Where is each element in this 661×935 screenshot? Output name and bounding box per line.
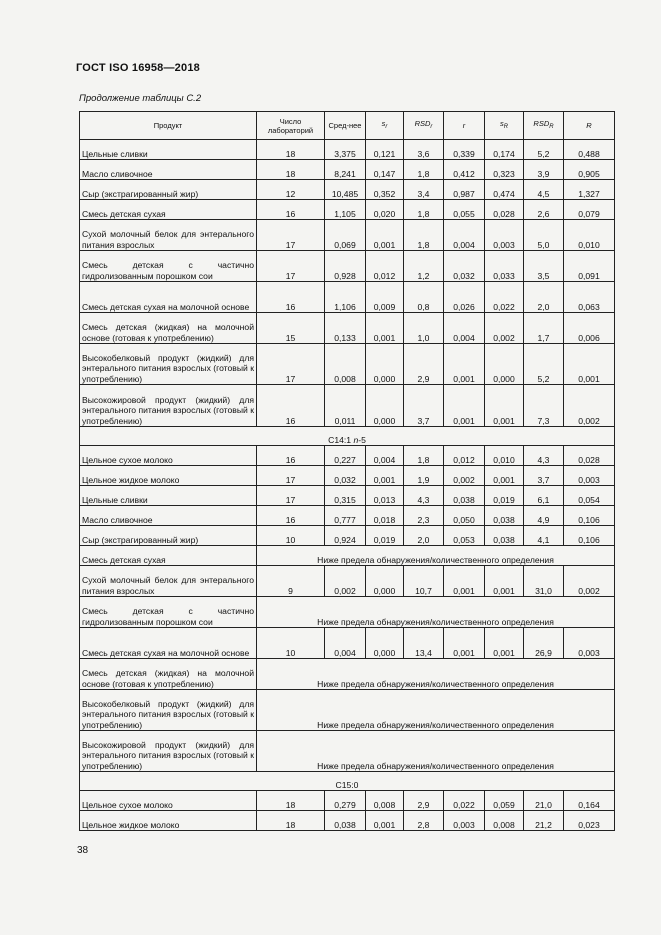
section-row xyxy=(80,427,615,446)
product-name: Цельные сливки xyxy=(82,148,148,159)
header-row xyxy=(80,112,615,140)
value-cell-mean: 0,133 xyxy=(325,313,366,344)
product-cell xyxy=(80,220,257,251)
value-cell-sR: 0,038 xyxy=(485,526,524,546)
value-cell-mean: 0,928 xyxy=(325,251,366,282)
value-cell-rsdr: 3,4 xyxy=(404,180,444,200)
value-cell-sR: 0,001 xyxy=(485,628,524,659)
product-name: Высокожировой продукт (жидкий) для энтерального питания взрослых (готовый к употреблению) xyxy=(82,394,254,426)
table-caption: Продолжение таблицы С.2 xyxy=(79,93,202,104)
value-cell-r: 0,412 xyxy=(444,160,485,180)
below-detection-note: Ниже предела обнаружения/количественного определения xyxy=(257,546,615,566)
value-cell-sR: 0,001 xyxy=(485,385,524,427)
column-header-label: Число лабораторий xyxy=(267,116,314,135)
column-header-product xyxy=(80,112,257,140)
value-cell-labs: 18 xyxy=(257,811,325,831)
column-header-label: RSD xyxy=(533,119,550,128)
value-cell-mean: 10,485 xyxy=(325,180,366,200)
value-cell-rsdr: 13,4 xyxy=(404,628,444,659)
product-name: Смесь детская сухая на молочной основе xyxy=(82,647,250,658)
value-cell-sr: 0,009 xyxy=(366,282,404,313)
table-row xyxy=(80,140,615,160)
value-cell-labs: 16 xyxy=(257,446,325,466)
table-row xyxy=(80,811,615,831)
value-cell-mean: 0,777 xyxy=(325,506,366,526)
value-cell-labs: 17 xyxy=(257,251,325,282)
value-cell-sr: 0,018 xyxy=(366,506,404,526)
value-cell-rsdR: 4,1 xyxy=(524,526,564,546)
page-number: 38 xyxy=(77,845,89,856)
value-cell-rsdR: 1,7 xyxy=(524,313,564,344)
value-cell-mean: 0,002 xyxy=(325,566,366,597)
value-cell-mean: 0,004 xyxy=(325,628,366,659)
table-row xyxy=(80,160,615,180)
value-cell-labs: 10 xyxy=(257,526,325,546)
column-header-label: s xyxy=(381,119,386,128)
value-cell-mean: 0,924 xyxy=(325,526,366,546)
product-cell xyxy=(80,385,257,427)
value-cell-r: 0,050 xyxy=(444,506,485,526)
value-cell-rsdr: 0,8 xyxy=(404,282,444,313)
section-label xyxy=(80,427,615,446)
value-cell-sr: 0,000 xyxy=(366,344,404,385)
value-cell-sr: 0,000 xyxy=(366,628,404,659)
value-cell-labs: 16 xyxy=(257,282,325,313)
product-name: Смесь детская (жидкая) на молочной основе (готовая к употреблению) xyxy=(82,668,254,689)
product-name: Смесь детская сухая на молочной основе xyxy=(82,301,250,312)
column-header-mean xyxy=(325,112,366,140)
product-cell xyxy=(80,486,257,506)
section-label-main: C14:1 xyxy=(328,434,354,445)
table-row xyxy=(80,597,615,628)
value-cell-R: 0,091 xyxy=(564,251,615,282)
product-cell xyxy=(80,811,257,831)
value-cell-r: 0,053 xyxy=(444,526,485,546)
below-detection-note: Ниже предела обнаружения/количественного определения xyxy=(257,731,615,772)
column-header-label: RSD xyxy=(414,119,431,128)
product-name: Сухой молочный белок для энтерального питания взрослых xyxy=(82,575,254,596)
value-cell-rsdr: 1,8 xyxy=(404,200,444,220)
table-row xyxy=(80,566,615,597)
product-cell xyxy=(80,344,257,385)
value-cell-R: 0,003 xyxy=(564,628,615,659)
product-cell xyxy=(80,690,257,731)
value-cell-labs: 17 xyxy=(257,220,325,251)
column-header-subscript: R xyxy=(549,124,554,130)
value-cell-sR: 0,019 xyxy=(485,486,524,506)
value-cell-R: 0,063 xyxy=(564,282,615,313)
value-cell-sR: 0,033 xyxy=(485,251,524,282)
value-cell-R: 1,327 xyxy=(564,180,615,200)
product-name: Цельное сухое молоко xyxy=(82,799,173,810)
product-cell xyxy=(80,659,257,690)
product-cell xyxy=(80,200,257,220)
table-row xyxy=(80,486,615,506)
table-row xyxy=(80,385,615,427)
value-cell-labs: 12 xyxy=(257,180,325,200)
value-cell-rsdR: 5,0 xyxy=(524,220,564,251)
column-header-label: r xyxy=(462,121,466,130)
value-cell-rsdR: 31,0 xyxy=(524,566,564,597)
value-cell-labs: 18 xyxy=(257,791,325,811)
product-name: Высокобелковый продукт (жидкий) для энтерального питания взрослых (готовый к употреблению) xyxy=(82,352,254,384)
column-header-label: R xyxy=(586,121,592,130)
product-cell xyxy=(80,628,257,659)
value-cell-rsdR: 2,6 xyxy=(524,200,564,220)
value-cell-r: 0,001 xyxy=(444,628,485,659)
product-name: Цельное жидкое молоко xyxy=(82,474,180,485)
value-cell-mean: 3,375 xyxy=(325,140,366,160)
table-row xyxy=(80,313,615,344)
product-cell xyxy=(80,466,257,486)
value-cell-r: 0,055 xyxy=(444,200,485,220)
value-cell-R: 0,106 xyxy=(564,506,615,526)
value-cell-sr: 0,000 xyxy=(366,566,404,597)
value-cell-labs: 18 xyxy=(257,160,325,180)
column-header-subscript: r xyxy=(385,124,388,130)
value-cell-rsdR: 4,5 xyxy=(524,180,564,200)
value-cell-sr: 0,012 xyxy=(366,251,404,282)
value-cell-labs: 17 xyxy=(257,344,325,385)
column-header-label: s xyxy=(499,119,504,128)
column-header-sr xyxy=(366,112,404,140)
value-cell-R: 0,106 xyxy=(564,526,615,546)
product-cell xyxy=(80,180,257,200)
value-cell-mean: 0,279 xyxy=(325,791,366,811)
table-row xyxy=(80,791,615,811)
value-cell-R: 0,905 xyxy=(564,160,615,180)
value-cell-sr: 0,147 xyxy=(366,160,404,180)
value-cell-rsdR: 3,7 xyxy=(524,466,564,486)
value-cell-rsdr: 2,9 xyxy=(404,791,444,811)
value-cell-R: 0,001 xyxy=(564,344,615,385)
value-cell-labs: 10 xyxy=(257,628,325,659)
product-name: Высокобелковый продукт (жидкий) для энтерального питания взрослых (готовый к употреблению) xyxy=(82,698,254,730)
value-cell-rsdr: 4,3 xyxy=(404,486,444,506)
section-row xyxy=(80,772,615,791)
value-cell-rsdr: 1,9 xyxy=(404,466,444,486)
product-name: Высокожировой продукт (жидкий) для энтерального питания взрослых (готовый к употреблению) xyxy=(82,739,254,771)
value-cell-sr: 0,121 xyxy=(366,140,404,160)
value-cell-rsdR: 4,9 xyxy=(524,506,564,526)
value-cell-R: 0,164 xyxy=(564,791,615,811)
value-cell-r: 0,022 xyxy=(444,791,485,811)
table-row xyxy=(80,282,615,313)
value-cell-sR: 0,059 xyxy=(485,791,524,811)
product-name: Цельные сливки xyxy=(82,494,148,505)
value-cell-sr: 0,001 xyxy=(366,811,404,831)
product-cell xyxy=(80,313,257,344)
column-header-labs xyxy=(257,112,325,140)
value-cell-sR: 0,003 xyxy=(485,220,524,251)
product-cell xyxy=(80,546,257,566)
below-detection-note: Ниже предела обнаружения/количественного определения xyxy=(257,659,615,690)
value-cell-rsdR: 26,9 xyxy=(524,628,564,659)
table-row xyxy=(80,251,615,282)
value-cell-labs: 15 xyxy=(257,313,325,344)
value-cell-sr: 0,008 xyxy=(366,791,404,811)
product-name: Масло сливочное xyxy=(82,514,153,525)
value-cell-r: 0,004 xyxy=(444,313,485,344)
value-cell-rsdR: 21,0 xyxy=(524,791,564,811)
value-cell-r: 0,038 xyxy=(444,486,485,506)
value-cell-sR: 0,010 xyxy=(485,446,524,466)
table-row xyxy=(80,690,615,731)
value-cell-R: 0,054 xyxy=(564,486,615,506)
product-cell xyxy=(80,446,257,466)
document-title: ГОСТ ISO 16958—2018 xyxy=(76,62,200,74)
value-cell-mean: 0,315 xyxy=(325,486,366,506)
value-cell-sR: 0,000 xyxy=(485,344,524,385)
product-name: Цельное жидкое молоко xyxy=(82,819,180,830)
value-cell-r: 0,001 xyxy=(444,566,485,597)
product-name: Смесь детская (жидкая) на молочной основе (готовая к употреблению) xyxy=(82,322,254,343)
value-cell-rsdr: 2,3 xyxy=(404,506,444,526)
value-cell-r: 0,001 xyxy=(444,344,485,385)
product-cell xyxy=(80,597,257,628)
value-cell-rsdr: 1,0 xyxy=(404,313,444,344)
value-cell-mean: 0,008 xyxy=(325,344,366,385)
value-cell-mean: 1,105 xyxy=(325,200,366,220)
table-row xyxy=(80,466,615,486)
below-detection-note: Ниже предела обнаружения/количественного определения xyxy=(257,597,615,628)
value-cell-R: 0,002 xyxy=(564,385,615,427)
value-cell-mean: 1,106 xyxy=(325,282,366,313)
value-cell-sR: 0,474 xyxy=(485,180,524,200)
value-cell-mean: 0,032 xyxy=(325,466,366,486)
value-cell-rsdr: 1,8 xyxy=(404,220,444,251)
value-cell-rsdR: 5,2 xyxy=(524,344,564,385)
value-cell-rsdR: 3,5 xyxy=(524,251,564,282)
value-cell-R: 0,023 xyxy=(564,811,615,831)
product-name: Смесь детская с частично гидролизованным порошком сои xyxy=(82,260,254,281)
value-cell-sr: 0,004 xyxy=(366,446,404,466)
value-cell-r: 0,003 xyxy=(444,811,485,831)
below-detection-note: Ниже предела обнаружения/количественного определения xyxy=(257,690,615,731)
table-row xyxy=(80,731,615,772)
product-name: Цельное сухое молоко xyxy=(82,454,173,465)
value-cell-R: 0,028 xyxy=(564,446,615,466)
value-cell-r: 0,001 xyxy=(444,385,485,427)
column-header-label: Продукт xyxy=(153,121,183,130)
product-name: Сухой молочный белок для энтерального питания взрослых xyxy=(82,229,254,250)
product-cell xyxy=(80,566,257,597)
table-row xyxy=(80,180,615,200)
value-cell-rsdr: 3,7 xyxy=(404,385,444,427)
column-header-label: Сред-нее xyxy=(328,121,362,130)
data-table xyxy=(79,111,615,831)
value-cell-r: 0,026 xyxy=(444,282,485,313)
value-cell-mean: 0,227 xyxy=(325,446,366,466)
value-cell-rsdr: 2,9 xyxy=(404,344,444,385)
value-cell-mean: 0,038 xyxy=(325,811,366,831)
value-cell-r: 0,002 xyxy=(444,466,485,486)
value-cell-labs: 16 xyxy=(257,506,325,526)
value-cell-sr: 0,013 xyxy=(366,486,404,506)
value-cell-sR: 0,028 xyxy=(485,200,524,220)
product-name: Масло сливочное xyxy=(82,168,153,179)
value-cell-R: 0,488 xyxy=(564,140,615,160)
value-cell-rsdr: 1,8 xyxy=(404,446,444,466)
value-cell-sr: 0,001 xyxy=(366,220,404,251)
value-cell-rsdr: 1,8 xyxy=(404,160,444,180)
value-cell-labs: 16 xyxy=(257,385,325,427)
section-label-italic: n xyxy=(353,434,359,445)
value-cell-R: 0,002 xyxy=(564,566,615,597)
product-cell xyxy=(80,526,257,546)
value-cell-rsdr: 2,8 xyxy=(404,811,444,831)
column-header-sR xyxy=(485,112,524,140)
value-cell-rsdR: 3,9 xyxy=(524,160,564,180)
value-cell-R: 0,006 xyxy=(564,313,615,344)
table-body xyxy=(80,140,615,831)
value-cell-labs: 9 xyxy=(257,566,325,597)
value-cell-r: 0,012 xyxy=(444,446,485,466)
table-row xyxy=(80,659,615,690)
section-label xyxy=(80,772,615,791)
product-cell xyxy=(80,251,257,282)
value-cell-sR: 0,022 xyxy=(485,282,524,313)
value-cell-rsdR: 7,3 xyxy=(524,385,564,427)
value-cell-R: 0,003 xyxy=(564,466,615,486)
table-row xyxy=(80,526,615,546)
column-header-rsdR xyxy=(524,112,564,140)
value-cell-rsdR: 2,0 xyxy=(524,282,564,313)
value-cell-labs: 17 xyxy=(257,486,325,506)
value-cell-R: 0,010 xyxy=(564,220,615,251)
product-name: Смесь детская сухая xyxy=(82,554,166,565)
value-cell-sR: 0,002 xyxy=(485,313,524,344)
value-cell-r: 0,987 xyxy=(444,180,485,200)
value-cell-sr: 0,352 xyxy=(366,180,404,200)
value-cell-rsdr: 1,2 xyxy=(404,251,444,282)
value-cell-rsdr: 2,0 xyxy=(404,526,444,546)
value-cell-r: 0,032 xyxy=(444,251,485,282)
value-cell-labs: 16 xyxy=(257,200,325,220)
column-header-rsdr xyxy=(404,112,444,140)
table-row xyxy=(80,628,615,659)
value-cell-rsdr: 3,6 xyxy=(404,140,444,160)
product-cell xyxy=(80,731,257,772)
value-cell-rsdR: 6,1 xyxy=(524,486,564,506)
value-cell-sR: 0,323 xyxy=(485,160,524,180)
product-cell xyxy=(80,160,257,180)
value-cell-sR: 0,001 xyxy=(485,466,524,486)
product-name: Смесь детская сухая xyxy=(82,208,166,219)
value-cell-sr: 0,019 xyxy=(366,526,404,546)
value-cell-mean: 8,241 xyxy=(325,160,366,180)
value-cell-sR: 0,038 xyxy=(485,506,524,526)
table-row xyxy=(80,506,615,526)
value-cell-rsdR: 4,3 xyxy=(524,446,564,466)
value-cell-r: 0,004 xyxy=(444,220,485,251)
table-row xyxy=(80,200,615,220)
value-cell-mean: 0,011 xyxy=(325,385,366,427)
product-name: Смесь детская с частично гидролизованным порошком сои xyxy=(82,606,254,627)
column-header-subscript: r xyxy=(430,124,433,130)
value-cell-sr: 0,020 xyxy=(366,200,404,220)
product-name: Сыр (экстрагированный жир) xyxy=(82,188,199,199)
value-cell-rsdr: 10,7 xyxy=(404,566,444,597)
value-cell-labs: 18 xyxy=(257,140,325,160)
value-cell-rsdR: 21,2 xyxy=(524,811,564,831)
value-cell-mean: 0,069 xyxy=(325,220,366,251)
table-row xyxy=(80,546,615,566)
value-cell-rsdR: 5,2 xyxy=(524,140,564,160)
value-cell-R: 0,079 xyxy=(564,200,615,220)
column-header-r xyxy=(444,112,485,140)
section-label-main: C15:0 xyxy=(335,779,359,790)
product-name: Сыр (экстрагированный жир) xyxy=(82,534,199,545)
value-cell-sr: 0,001 xyxy=(366,313,404,344)
value-cell-sR: 0,001 xyxy=(485,566,524,597)
table-row xyxy=(80,446,615,466)
product-cell xyxy=(80,791,257,811)
value-cell-labs: 17 xyxy=(257,466,325,486)
column-header-subscript: R xyxy=(503,124,509,130)
value-cell-sr: 0,000 xyxy=(366,385,404,427)
value-cell-r: 0,339 xyxy=(444,140,485,160)
table-row xyxy=(80,220,615,251)
product-cell xyxy=(80,140,257,160)
column-header-R xyxy=(564,112,615,140)
product-cell xyxy=(80,282,257,313)
section-label-tail: -5 xyxy=(358,434,366,445)
value-cell-sr: 0,001 xyxy=(366,466,404,486)
table-row xyxy=(80,344,615,385)
value-cell-sR: 0,008 xyxy=(485,811,524,831)
product-cell xyxy=(80,506,257,526)
value-cell-sR: 0,174 xyxy=(485,140,524,160)
